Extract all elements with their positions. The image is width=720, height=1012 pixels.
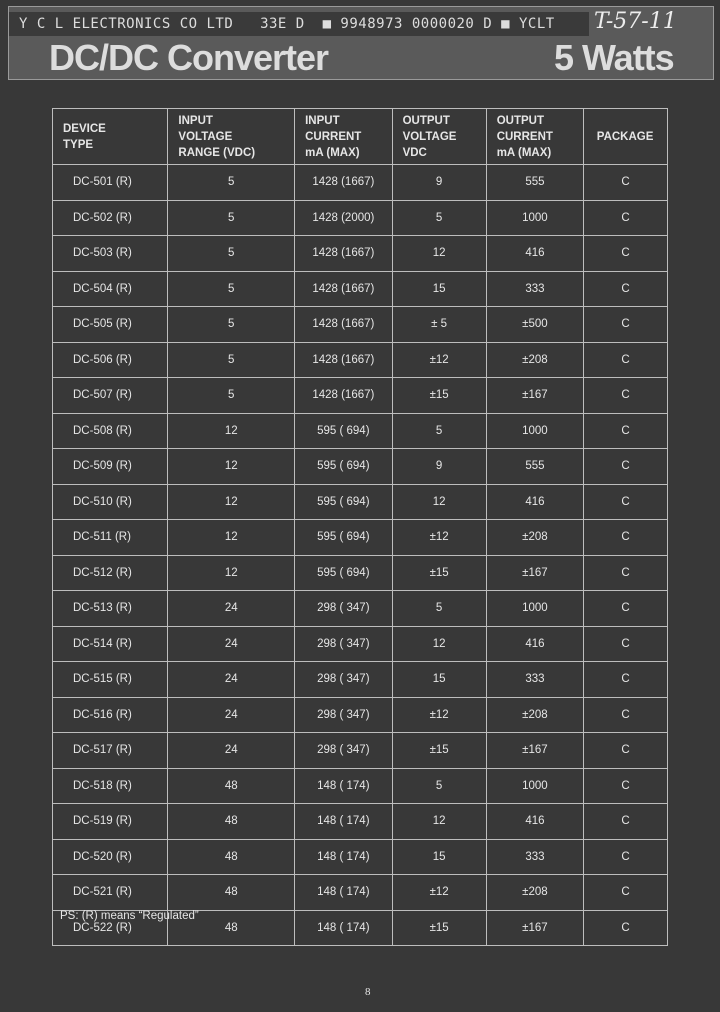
table-cell: DC-501 (R) — [53, 165, 168, 201]
table-cell: 5 — [392, 413, 486, 449]
table-cell: DC-514 (R) — [53, 626, 168, 662]
table-row — [53, 307, 668, 343]
table-row — [53, 591, 668, 627]
table-cell: 298 ( 347) — [295, 733, 392, 769]
table-row — [53, 839, 668, 875]
table-cell: 595 ( 694) — [295, 555, 392, 591]
table-cell: DC-504 (R) — [53, 271, 168, 307]
table-cell: ±12 — [392, 697, 486, 733]
table-row — [53, 484, 668, 520]
table-cell: 148 ( 174) — [295, 768, 392, 804]
table-row — [53, 626, 668, 662]
table-cell: ±15 — [392, 910, 486, 946]
table-cell: 15 — [392, 271, 486, 307]
table-cell: 333 — [486, 271, 583, 307]
table-row — [53, 271, 668, 307]
table-cell: C — [584, 342, 668, 378]
table-cell: 24 — [168, 626, 295, 662]
column-header: DEVICE TYPE — [53, 109, 168, 165]
table-cell: C — [584, 910, 668, 946]
table-row — [53, 768, 668, 804]
table-cell: ±12 — [392, 520, 486, 556]
table-cell: 12 — [168, 413, 295, 449]
table-cell: 1428 (1667) — [295, 236, 392, 272]
table-cell: DC-509 (R) — [53, 449, 168, 485]
table-cell: 48 — [168, 839, 295, 875]
table-cell: 1000 — [486, 200, 583, 236]
table-cell: DC-519 (R) — [53, 804, 168, 840]
table-cell: ±167 — [486, 733, 583, 769]
table-cell: DC-512 (R) — [53, 555, 168, 591]
table-cell: 48 — [168, 875, 295, 911]
table-cell: 298 ( 347) — [295, 662, 392, 698]
table-cell: 5 — [168, 236, 295, 272]
table-cell: C — [584, 626, 668, 662]
table-cell: DC-513 (R) — [53, 591, 168, 627]
table-cell: 148 ( 174) — [295, 910, 392, 946]
table-cell: 595 ( 694) — [295, 449, 392, 485]
page-title: DC/DC Converter — [49, 37, 329, 78]
spec-table — [52, 108, 668, 946]
table-cell: C — [584, 484, 668, 520]
footnote: PS: (R) means “Regulated” — [60, 910, 199, 922]
table-cell: C — [584, 271, 668, 307]
page-number: 8 — [365, 986, 371, 998]
table-cell: DC-522 (R) — [53, 910, 168, 946]
table-cell: ±167 — [486, 555, 583, 591]
table-row — [53, 449, 668, 485]
table-cell: C — [584, 165, 668, 201]
table-cell: C — [584, 875, 668, 911]
table-cell: C — [584, 555, 668, 591]
table-cell: 595 ( 694) — [295, 520, 392, 556]
table-cell: 5 — [392, 591, 486, 627]
table-cell: DC-517 (R) — [53, 733, 168, 769]
table-cell: 5 — [392, 200, 486, 236]
table-cell: 1428 (1667) — [295, 342, 392, 378]
column-header: PACKAGE — [584, 109, 668, 165]
table-cell: C — [584, 733, 668, 769]
table-cell: 595 ( 694) — [295, 413, 392, 449]
company-line: Y C L ELECTRONICS CO LTD 33E D ■ 9948973 0000020 D ■ YCLT — [9, 12, 589, 36]
table-cell: 12 — [168, 449, 295, 485]
table-cell: 595 ( 694) — [295, 484, 392, 520]
table-cell: C — [584, 449, 668, 485]
table-cell: 12 — [392, 484, 486, 520]
table-cell: C — [584, 591, 668, 627]
table-cell: 1000 — [486, 591, 583, 627]
table-cell: DC-515 (R) — [53, 662, 168, 698]
table-cell: 24 — [168, 591, 295, 627]
table-row — [53, 342, 668, 378]
table-cell: 48 — [168, 768, 295, 804]
table-cell: 5 — [168, 378, 295, 414]
table-cell: 9 — [392, 165, 486, 201]
table-cell: DC-507 (R) — [53, 378, 168, 414]
column-header: OUTPUT VOLTAGE VDC — [392, 109, 486, 165]
table-cell: 12 — [168, 484, 295, 520]
table-row — [53, 520, 668, 556]
table-cell: 148 ( 174) — [295, 875, 392, 911]
table-cell: 5 — [168, 271, 295, 307]
table-cell: 148 ( 174) — [295, 839, 392, 875]
table-cell: 416 — [486, 804, 583, 840]
table-cell: 1428 (2000) — [295, 200, 392, 236]
table-row — [53, 200, 668, 236]
table-cell: ±500 — [486, 307, 583, 343]
table-cell: 1428 (1667) — [295, 307, 392, 343]
table-cell: DC-511 (R) — [53, 520, 168, 556]
table-cell: 5 — [168, 165, 295, 201]
table-cell: ±208 — [486, 697, 583, 733]
table-cell: DC-503 (R) — [53, 236, 168, 272]
table-cell: C — [584, 200, 668, 236]
table-cell: 12 — [168, 555, 295, 591]
table-cell: 333 — [486, 662, 583, 698]
table-cell: DC-506 (R) — [53, 342, 168, 378]
table-cell: ±208 — [486, 875, 583, 911]
table-cell: DC-521 (R) — [53, 875, 168, 911]
table-row — [53, 555, 668, 591]
table-cell: ±208 — [486, 520, 583, 556]
power-rating: 5 Watts — [554, 37, 674, 78]
table-cell: 1428 (1667) — [295, 271, 392, 307]
table-cell: 555 — [486, 165, 583, 201]
table-cell: 416 — [486, 626, 583, 662]
table-cell: 12 — [392, 626, 486, 662]
table-cell: C — [584, 768, 668, 804]
table-cell: DC-502 (R) — [53, 200, 168, 236]
table-header-row — [53, 109, 668, 165]
table-cell: 333 — [486, 839, 583, 875]
table-cell: 12 — [168, 520, 295, 556]
table-cell: 15 — [392, 662, 486, 698]
table-cell: 1428 (1667) — [295, 378, 392, 414]
table-row — [53, 804, 668, 840]
table-cell: 416 — [486, 236, 583, 272]
table-cell: 5 — [168, 342, 295, 378]
table-cell: 24 — [168, 697, 295, 733]
table-cell: C — [584, 662, 668, 698]
table-cell: 555 — [486, 449, 583, 485]
table-cell: ±167 — [486, 378, 583, 414]
table-cell: 298 ( 347) — [295, 626, 392, 662]
column-header: INPUT VOLTAGE RANGE (VDC) — [168, 109, 295, 165]
table-row — [53, 697, 668, 733]
table-row — [53, 165, 668, 201]
table-row — [53, 875, 668, 911]
table-cell: ± 5 — [392, 307, 486, 343]
table-row — [53, 733, 668, 769]
table-cell: 1000 — [486, 413, 583, 449]
table-cell: C — [584, 236, 668, 272]
table-cell: C — [584, 413, 668, 449]
table-cell: 5 — [168, 307, 295, 343]
table-cell: C — [584, 307, 668, 343]
table-cell: 298 ( 347) — [295, 697, 392, 733]
table-cell: ±15 — [392, 555, 486, 591]
table-cell: DC-518 (R) — [53, 768, 168, 804]
table-cell: 1000 — [486, 768, 583, 804]
table-cell: DC-508 (R) — [53, 413, 168, 449]
table-row — [53, 662, 668, 698]
handwritten-code: T-57-11 — [594, 9, 677, 34]
table-cell: ±15 — [392, 733, 486, 769]
column-header: INPUT CURRENT mA (MAX) — [295, 109, 392, 165]
table-cell: 298 ( 347) — [295, 591, 392, 627]
table-cell: 48 — [168, 804, 295, 840]
table-cell: C — [584, 804, 668, 840]
table-cell: 5 — [168, 200, 295, 236]
column-header: OUTPUT CURRENT mA (MAX) — [486, 109, 583, 165]
table-row — [53, 236, 668, 272]
table-cell: 15 — [392, 839, 486, 875]
table-cell: ±12 — [392, 875, 486, 911]
header-banner — [8, 6, 714, 80]
table-row — [53, 378, 668, 414]
table-cell: 48 — [168, 910, 295, 946]
table-cell: DC-520 (R) — [53, 839, 168, 875]
table-cell: DC-510 (R) — [53, 484, 168, 520]
table-cell: C — [584, 697, 668, 733]
table-cell: 1428 (1667) — [295, 165, 392, 201]
table-cell: 12 — [392, 236, 486, 272]
table-cell: 5 — [392, 768, 486, 804]
table-cell: 416 — [486, 484, 583, 520]
table-cell: 24 — [168, 733, 295, 769]
table-cell: ±167 — [486, 910, 583, 946]
table-cell: C — [584, 378, 668, 414]
table-cell: C — [584, 520, 668, 556]
table-cell: ±12 — [392, 342, 486, 378]
table-cell: 9 — [392, 449, 486, 485]
table-row — [53, 413, 668, 449]
table-cell: 24 — [168, 662, 295, 698]
table-cell: DC-505 (R) — [53, 307, 168, 343]
table-cell: DC-516 (R) — [53, 697, 168, 733]
table-cell: 148 ( 174) — [295, 804, 392, 840]
table-cell: 12 — [392, 804, 486, 840]
table-cell: ±15 — [392, 378, 486, 414]
table-cell: C — [584, 839, 668, 875]
table-cell: ±208 — [486, 342, 583, 378]
